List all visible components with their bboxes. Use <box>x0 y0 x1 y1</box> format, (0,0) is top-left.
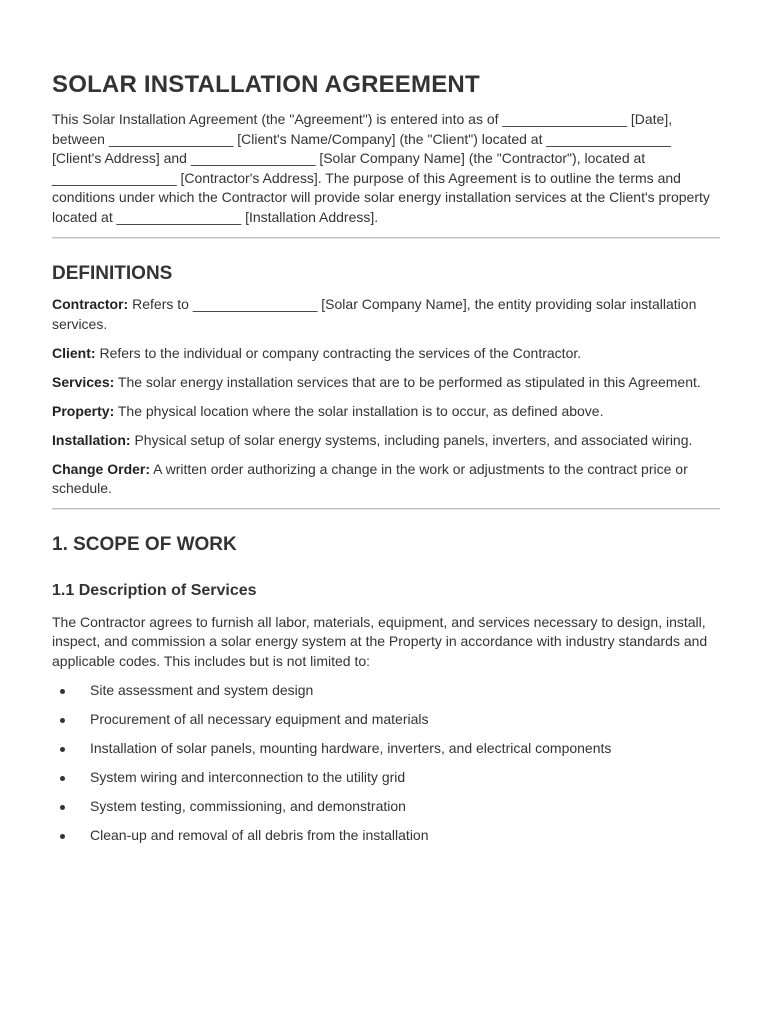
definition-term: Services: <box>52 373 115 390</box>
definition-property <box>52 402 720 422</box>
services-list <box>52 681 720 846</box>
services-subheading: 1.1 Description of Services <box>52 581 257 599</box>
bullet-icon <box>60 689 65 694</box>
list-item <box>52 826 720 846</box>
list-item-text: Procurement of all necessary equipment and materials <box>90 710 429 727</box>
definition-term: Installation: <box>52 431 131 448</box>
services-paragraph: The Contractor agrees to furnish all labor, materials, equipment, and services necessary to design, install, inspect, and commission a solar energy system at the Property in accordance with industry standards and applicable codes. This includes but is not limited to: <box>52 613 708 669</box>
definition-text: A written order authorizing a change in the work or adjustments to the contract price or schedule. <box>52 460 688 496</box>
definition-text: The solar energy installation services that are to be performed as stipulated in this Agreement. <box>114 373 701 390</box>
bullet-icon <box>60 834 65 839</box>
list-item <box>52 739 720 759</box>
definition-text: Refers to the individual or company contracting the services of the Contractor. <box>95 344 582 361</box>
definition-contractor <box>52 295 720 334</box>
definition-text: Physical setup of solar energy systems, including panels, inverters, and associated wiring. <box>130 431 693 448</box>
definition-term: Change Order: <box>52 460 151 477</box>
definition-client <box>52 344 720 364</box>
list-item <box>52 797 720 817</box>
bullet-icon <box>60 776 65 781</box>
intro-paragraph: This Solar Installation Agreement (the "Agreement") is entered into as of ________________ [Date], between ________________ [Client's Name/Company] (the "Client") located at ________________ [Client's Address] and ________________ [Solar Company Name] (the "Contractor"), located at ________________ [Contractor's Address]. The purpose of this Agreement is to outline the terms and conditions under which the Contractor will provide solar energy installation services at the Client's property located at ________________ [Installation Address]. <box>52 111 710 225</box>
document-content <box>52 70 720 855</box>
bullet-icon <box>60 805 65 810</box>
definition-installation <box>52 431 720 451</box>
bullet-icon <box>60 718 65 723</box>
definition-term: Contractor: <box>52 296 129 312</box>
list-item <box>52 681 720 701</box>
bullet-icon <box>60 747 65 752</box>
definition-term: Client: <box>52 344 96 361</box>
definition-text: The physical location where the solar installation is to occur, as defined above. <box>114 402 604 419</box>
list-item-text: Installation of solar panels, mounting hardware, inverters, and electrical components <box>90 739 612 756</box>
list-item-text: System testing, commissioning, and demonstration <box>90 797 406 814</box>
definition-change-order <box>52 460 720 499</box>
scope-heading: 1. SCOPE OF WORK <box>52 533 237 555</box>
list-item-text: Clean-up and removal of all debris from the installation <box>90 826 429 843</box>
definition-term: Property: <box>52 402 115 419</box>
list-item-text: Site assessment and system design <box>90 681 314 698</box>
definition-text: Refers to ________________ [Solar Company Name], the entity providing solar installation services. <box>52 296 697 332</box>
definition-services <box>52 373 720 393</box>
list-item-text: System wiring and interconnection to the utility grid <box>90 768 406 785</box>
list-item <box>52 710 720 730</box>
document-title: SOLAR INSTALLATION AGREEMENT <box>52 71 480 98</box>
definitions-heading: DEFINITIONS <box>52 263 173 284</box>
list-item <box>52 768 720 788</box>
